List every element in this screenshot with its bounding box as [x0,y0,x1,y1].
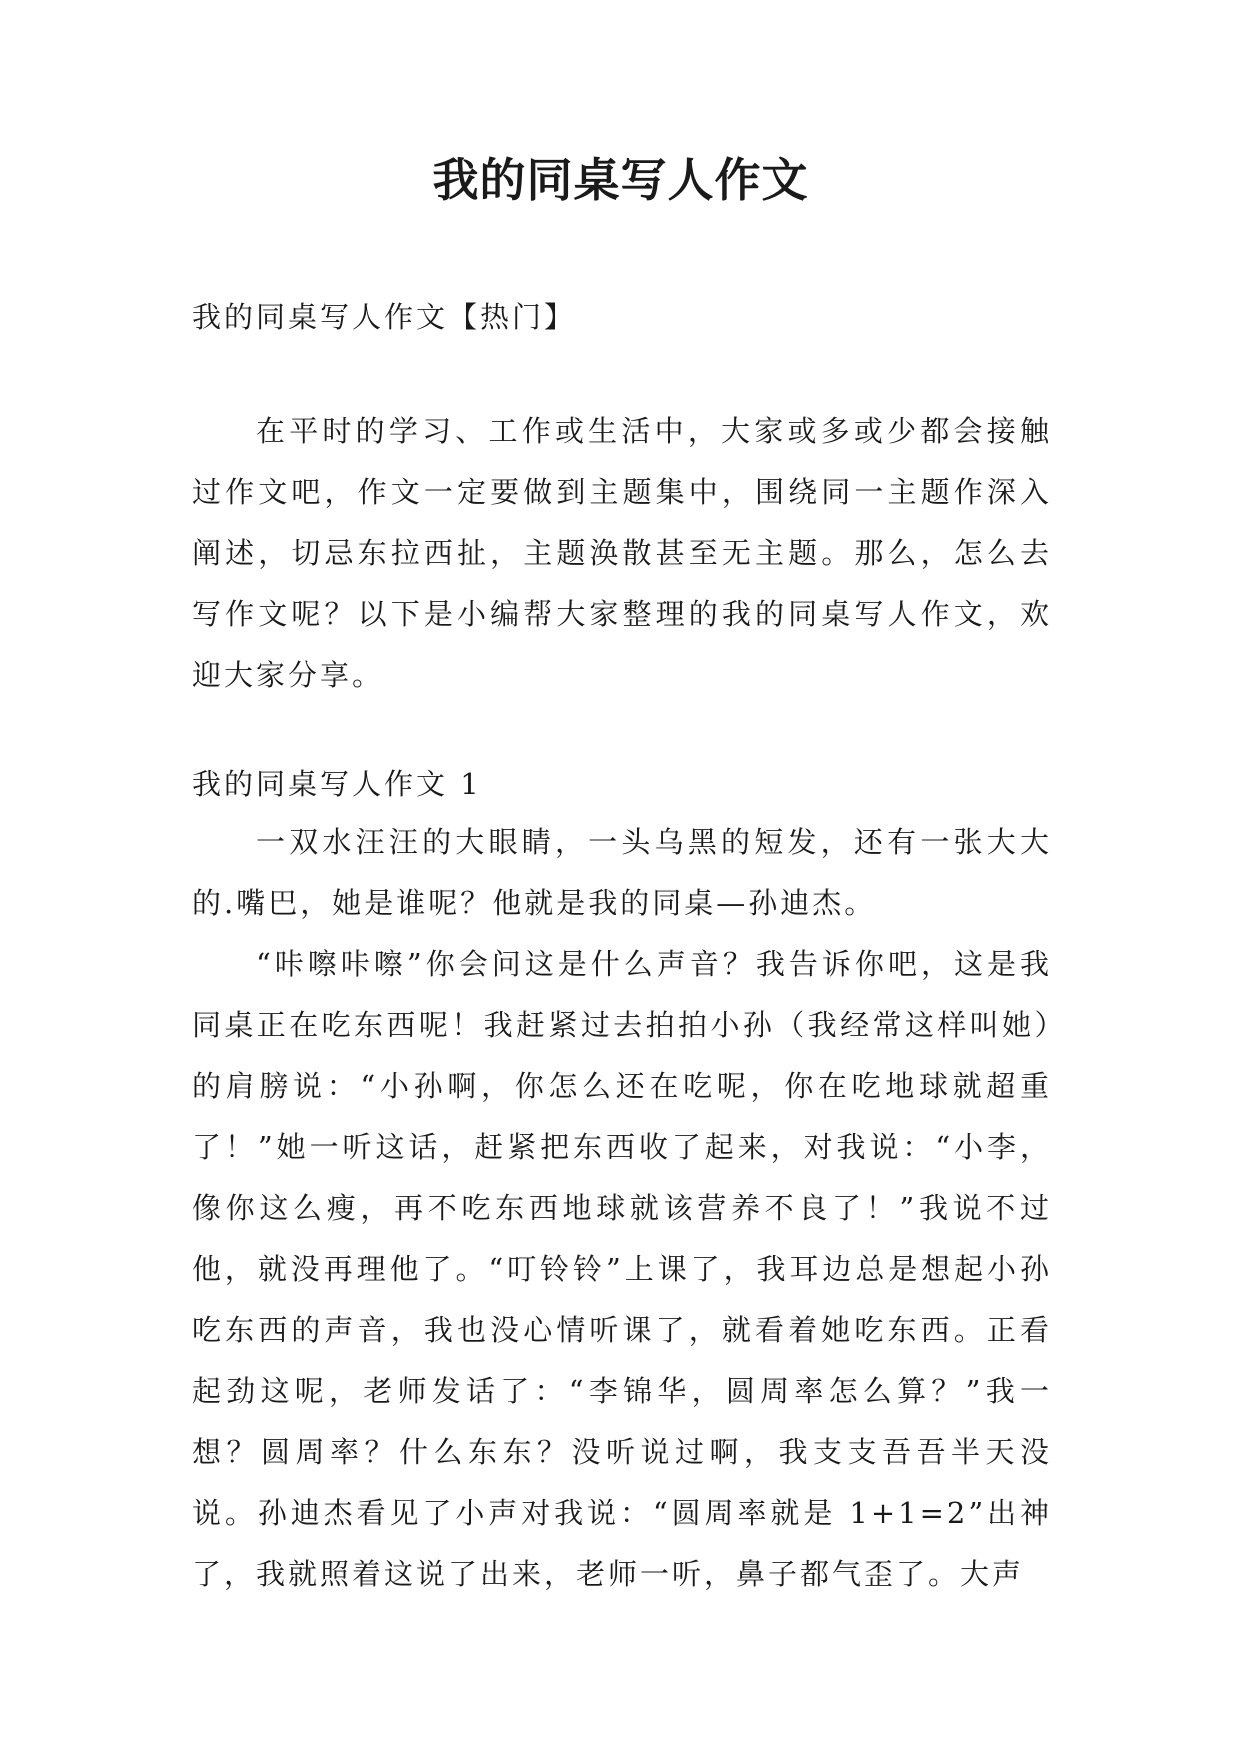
essay-heading-section [192,754,1052,815]
intro-paragraph: 在平时的学习、工作或生活中，大家或多或少都会接触过作文吧，作文一定要做到主题集中，围绕同一主题作深入阐述，切忌东拉西扯，主题涣散甚至无主题。那么，怎么去写作文呢？以下是小编帮大家整理的我的同桌写人作文，欢迎大家分享。 [192,414,1052,692]
intro-section [192,401,1052,706]
essay-body [192,812,1052,1605]
document-subtitle [192,287,1052,348]
document-title: 我的同桌写人作文 [432,153,809,207]
essay-paragraph: 一双水汪汪的大眼睛，一头乌黑的短发，还有一张大大的.嘴巴，她是谁呢？他就是我的同桌—孙迪杰。 [192,825,1052,920]
essay-heading: 我的同桌写人作文 1 [192,767,482,801]
essay-paragraph: “咔嚓咔嚓”你会问这是什么声音？我告诉你吧，这是我同桌正在吃东西呢！我赶紧过去拍拍小孙（我经常这样叫她）的肩膀说：“小孙啊，你怎么还在吃呢，你在吃地球就超重了！”她一听这话，赶紧把东西收了起来，对我说：“小李，像你这么瘦，再不吃东西地球就该营养不良了！”我说不过他，就没再理他了。“叮铃铃”上课了，我耳边总是想起小孙吃东西的声音，我也没心情听课了，就看着她吃东西。正看起劲这呢，老师发话了：“李锦华，圆周率怎么算？”我一想？圆周率？什么东东？没听说过啊，我支支吾吾半天没说。孙迪杰看见了小声对我说：“圆周率就是 1+1=2”出神了，我就照着这说了出来，老师一听，鼻子都气歪了。大声 [192,947,1052,1591]
subtitle-text: 我的同桌写人作文【热门】 [192,300,577,334]
